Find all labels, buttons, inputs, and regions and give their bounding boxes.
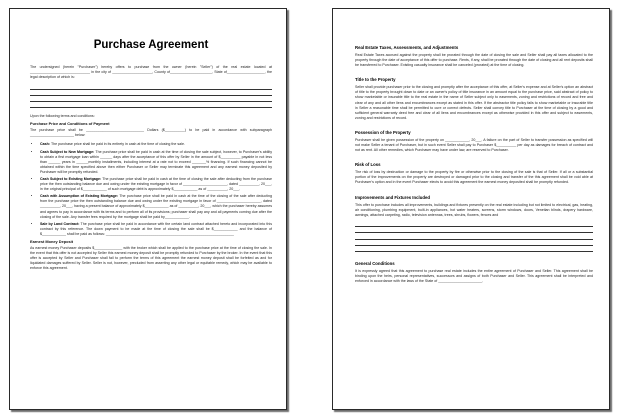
document-title: Purchase Agreement — [93, 39, 209, 51]
section-heading: Improvements and Fixtures Included — [355, 194, 430, 200]
blank-line — [355, 234, 593, 240]
section-heading: Possession of the Property — [355, 129, 411, 135]
section-paragraph: The risk of loss by destruction or damage to the property by fire or otherwise prior to the closing of the sale is that of Seller. If all or a substantial portion of the improvements on the property are destroyed or damaged prior to the closing and transfer of the this agreement shall be void able at Purchaser's option and in the event Purchaser elects to avoid this agreement the earnest money deposited shall be promptly refunded. — [355, 170, 593, 185]
list-item: • Cash with Assumption of Existing Mortgage: The purchase price shall be paid in cash at the time of the closing of the sale after deducting from the purchase price the then outstanding balance due and owing under the existing mortgage in favor of ______________________, dated __________, 20___, having a present balance of approximately $____________ as of __________, 20___, which the purchaser hereby assumes and agrees to pay in accordance with its terms and to perform all of its provisions; purchaser shall pay any and all payments coming due after the closing of the sale. Any transfer fees required by the mortgage shall be paid by____________. — [40, 194, 272, 219]
list-item: • Sale by Land Contract: The purchase price shall be paid in accordance with the certain land contract attached hereto and incorporated into this contract by this reference. The down payment to be made at the time of closing the sale shall be $____________ and the balance of $____________ shall be paid as follows: ________________________________________________________________ — [40, 222, 272, 237]
section-paragraph: Purchaser shall be given possession of the property on ____________, 20___. A failure on the part of Seller to transfer possession as specified will not make Seller a tenant of Purchaser, but in such event Seller shall pay to Purchaser $__________ per day as damages for breach of contract and not as rent. All other remedies, which Purchaser may have under law, are reserved to Purchaser. — [355, 137, 593, 153]
section-paragraph: This offer to purchase includes all improvements, buildings and fixtures presently on the real estate including but not limited to electrical, gas, heating, air conditioning, plumbing equipment, built-in appliances, hot water heaters, screens, storm windows, doors, Venetian blinds, drapery hardware, awnings, attached carpeting, radio, television antennas, trees, shrubs, flowers, fences and — [355, 202, 593, 217]
earnest-paragraph: As earnest money Purchaser deposits $______________ with the broker which shall be applied to the purchase price at the time of closing the sale. In the event that this offer is not accepted by Seller this earnest money deposit shall be promptly refunded to Purchaser by the broker. In the event that this offer is accepted by Seller and Purchaser shall fail to perform the terms of this agreement the earnest money deposit shall be forfeited as and for liquidated damages suffered by Seller. Seller is not, however, precluded from asserting any other legal or equitable remedy, which may be available to enforce this agreement. — [30, 246, 272, 271]
price-heading: Purchase Price and Conditions of Payment — [30, 121, 110, 127]
earnest-heading: Earnest Money Deposit — [30, 239, 74, 245]
blank-line — [355, 246, 593, 252]
blank-line — [355, 240, 593, 246]
document-page-1 — [9, 8, 287, 410]
list-item: • Cash Subject to New Mortgage: The purchase price shall be paid in cash at the time of closing the sale subject, however, to Purchaser's ability to obtain a first mortgage loan within ______ days after the acceptance of this offer by Seller in the amount of $__________ payable in not less than ______ years in ______monthly installments, including interest at a rate not to exceed _______% financing. If such financing cannot be obtained within the time specified above then either Purchaser or Seller may terminate this agreement and any earnest money deposited by Purchaser will be promptly refunded. — [40, 150, 272, 175]
document-page-2 — [332, 8, 610, 410]
blank-line — [355, 222, 593, 228]
blank-line — [30, 103, 272, 109]
section-heading: Real Estate Taxes, Assessments, and Adjustments — [355, 45, 459, 50]
section-heading: Risk of Loss — [355, 162, 381, 168]
section-heading: Title to the Property — [355, 77, 396, 83]
list-item: • Cash: The purchase price shall be paid in its entirety in cash at the time of closing the sale. — [40, 142, 272, 147]
intro-paragraph: The undersigned (herein "Purchaser") hereby offers to purchase from the owner (herein "Seller") of the real estate located at ______________________________ in the city of ____________________, County of_____________________, State of___________________, the legal description of which is: — [30, 65, 272, 80]
price-line: The purchase price shall be _____________________________ Dollars ($__________) to be paid in accordance with subparagraph ______________________ below: — [30, 128, 272, 138]
blank-line — [30, 84, 272, 90]
section-paragraph: Seller shall provide purchaser prior to the closing and promptly after the acceptance of this offer, at Seller's expense and at Seller's option an abstract of title to the property brought down to date or an owner's policy of title insurance in an amount equal to the purchase price, said abstract of policy to show marketable or insurable title to the real estate in the name of Seller subject only to easements, zoning and restrictions of record and free and clear of any and all other liens and encumbrances except as stated in this offer. If the abstractor title policy fails to show marketable or insurable title in Seller a reasonable time shall be permitted to cure or correct defects. Seller shall convey title to Purchaser at the time of closing by a good and sufficient general warranty deed free and clear of all liens and encumbrances except as otherwise provided in this offer and subject to easements, zoning and restrictions of record. — [355, 85, 593, 120]
list-item: • Cash Subject to Existing Mortgage: The purchase price shall be paid in cash at the time of closing the sale after deducting from the purchase price the then outstanding balance due and owing under the existing mortgage in favor of ______________________, dated __________, 20___, in the original principal of $____________ of such mortgage debt is approximately $____________ as of __________, 20___. — [40, 177, 272, 192]
payment-options-list — [30, 142, 272, 237]
section-paragraph: Real Estate Taxes accrued against the property shall be prorated through the date of closing the sale and Seller shall pay all taxes allocated to the property through the date of acceptance of this offer to purchase. Rents, if any, shall be prorated through the date of closing and all rent deposits shall be transferred to Purchaser. Existing casualty insurance shall be canceled (prorated) at the time of closing. — [355, 53, 593, 68]
section-paragraph: It is expressly agreed that this agreement to purchase real estate includes the entire agreement of Purchaser and Seller. This agreement shall be binding upon the heirs, personal representatives, successors and assigns of both Purchaser and Seller. This agreement shall be interpreted and enforced in accordance with the laws of the State of ______________________. — [355, 268, 593, 283]
terms-intro: Upon the following terms and conditions: — [30, 114, 95, 119]
blank-line — [30, 96, 272, 102]
blank-line — [355, 228, 593, 234]
blank-line — [30, 90, 272, 96]
section-heading: General Conditions — [355, 260, 395, 266]
